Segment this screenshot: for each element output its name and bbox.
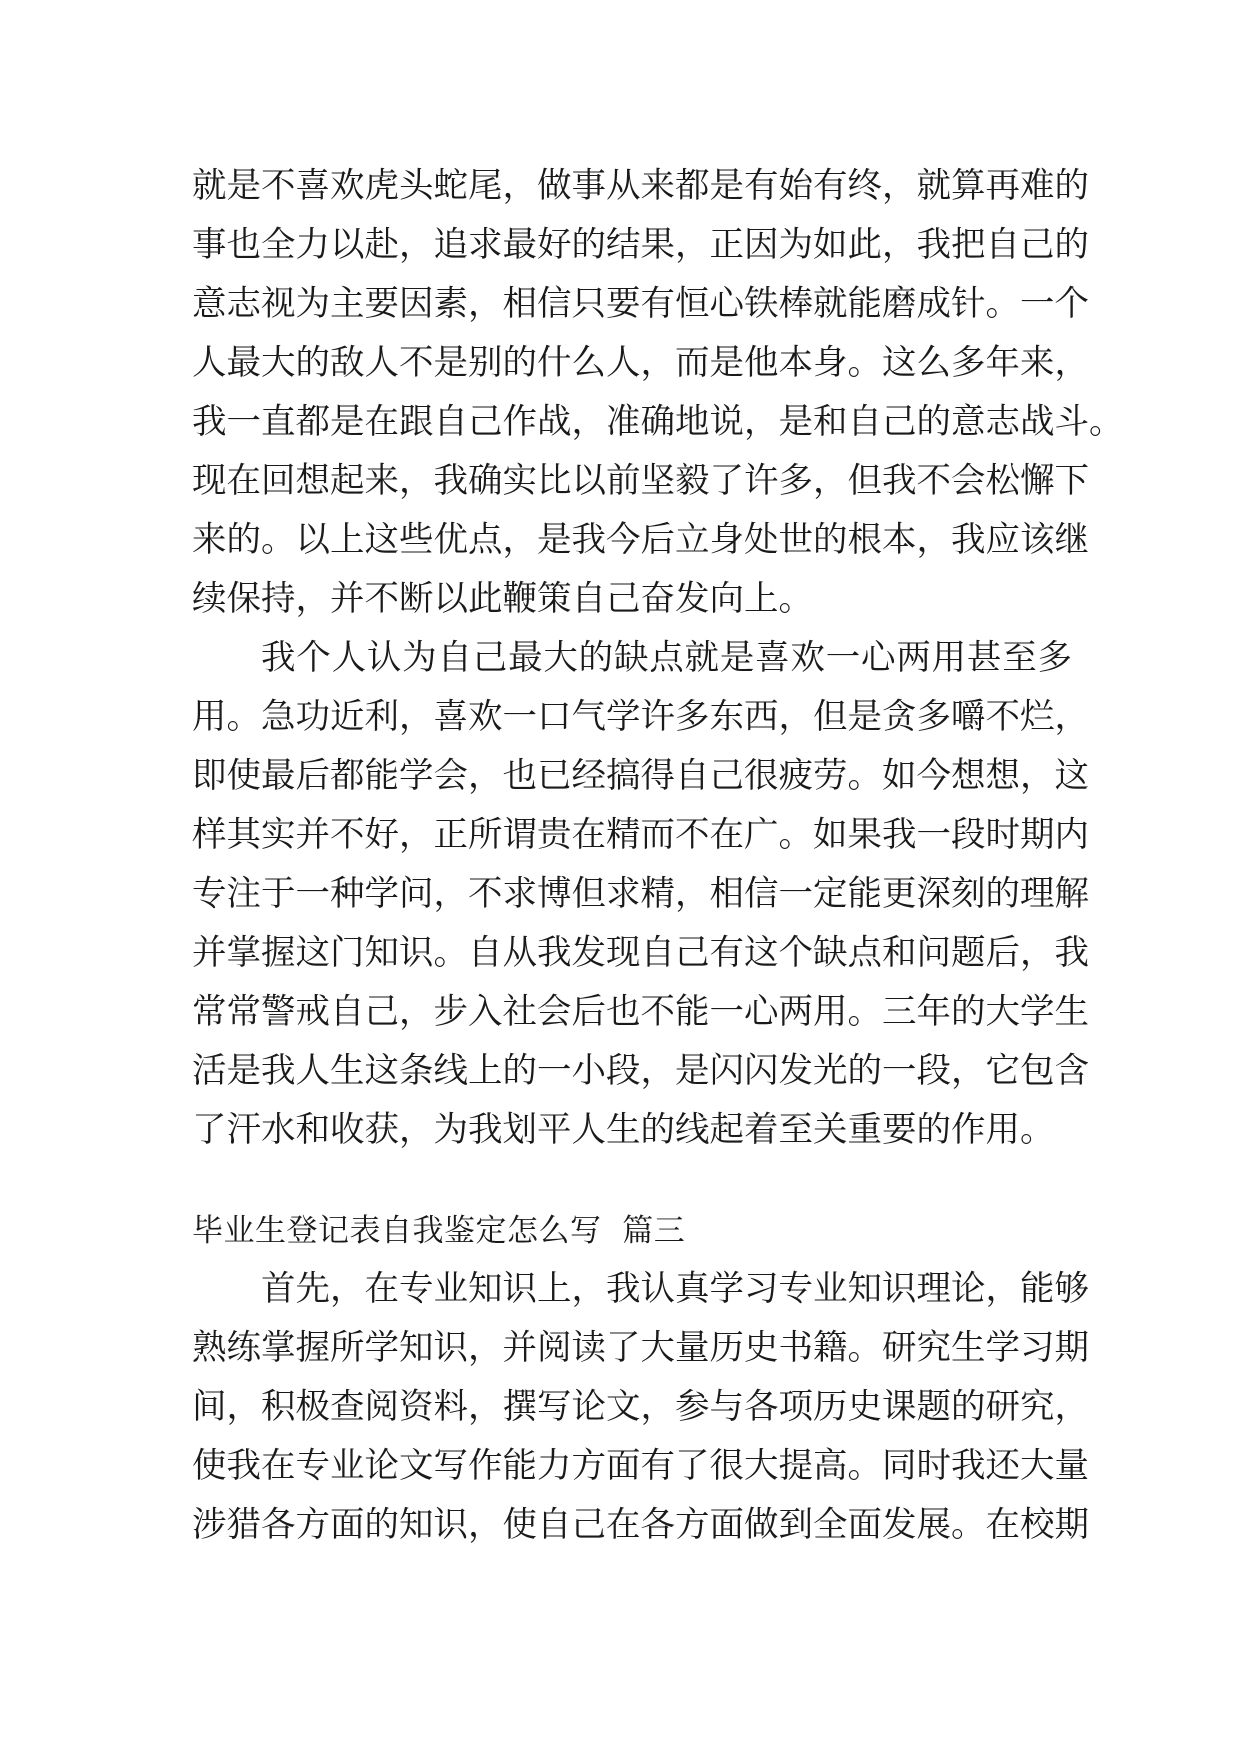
paragraph-2-line-6: 并掌握这门知识。自从我发现自己有这个缺点和问题后，我	[192, 933, 1089, 973]
paragraph-2-line-8: 活是我人生这条线上的一小段，是闪闪发光的一段，它包含	[192, 1051, 1089, 1091]
paragraph-1-line-2: 事也全力以赴，追求最好的结果，正因为如此，我把自己的	[192, 225, 1089, 265]
section-line-4: 使我在专业论文写作能力方面有了很大提高。同时我还大量	[192, 1446, 1089, 1486]
paragraph-1-line-4: 人最大的敌人不是别的什么人，而是他本身。这么多年来，	[192, 343, 1089, 383]
section-line-2: 熟练掌握所学知识，并阅读了大量历史书籍。研究生学习期	[192, 1328, 1089, 1368]
paragraph-2-line-4: 样其实并不好，正所谓贵在精而不在广。如果我一段时期内	[192, 815, 1089, 855]
paragraph-2-line-7: 常常警戒自己，步入社会后也不能一心两用。三年的大学生	[192, 992, 1089, 1032]
paragraph-1-line-6: 现在回想起来，我确实比以前坚毅了许多，但我不会松懈下	[192, 461, 1089, 501]
paragraph-2-line-1: 我个人认为自己最大的缺点就是喜欢一心两用甚至多	[261, 638, 1072, 678]
paragraph-1-line-8: 续保持，并不断以此鞭策自己奋发向上。	[192, 579, 813, 619]
paragraph-2-line-2: 用。急功近利，喜欢一口气学许多东西，但是贪多嚼不烂，	[192, 697, 1089, 737]
paragraph-1-line-3: 意志视为主要因素，相信只要有恒心铁棒就能磨成针。一个	[192, 284, 1089, 324]
paragraph-1-line-7: 来的。以上这些优点，是我今后立身处世的根本，我应该继	[192, 520, 1089, 560]
paragraph-2-line-3: 即使最后都能学会，也已经搞得自己很疲劳。如今想想，这	[192, 756, 1089, 796]
section-line-1: 首先，在专业知识上，我认真学习专业知识理论，能够	[261, 1269, 1089, 1309]
paragraph-2-line-5: 专注于一种学问，不求博但求精，相信一定能更深刻的理解	[192, 874, 1089, 914]
paragraph-1-line-1: 就是不喜欢虎头蛇尾，做事从来都是有始有终，就算再难的	[192, 166, 1089, 206]
section-heading: 毕业生登记表自我鉴定怎么写 篇三	[192, 1213, 686, 1249]
paragraph-2-line-9: 了汗水和收获，为我划平人生的线起着至关重要的作用。	[192, 1110, 1055, 1150]
paragraph-1-line-5: 我一直都是在跟自己作战，准确地说，是和自己的意志战斗。	[192, 402, 1124, 442]
section-line-5: 涉猎各方面的知识，使自己在各方面做到全面发展。在校期	[192, 1505, 1089, 1545]
section-line-3: 间，积极查阅资料，撰写论文，参与各项历史课题的研究，	[192, 1387, 1089, 1427]
